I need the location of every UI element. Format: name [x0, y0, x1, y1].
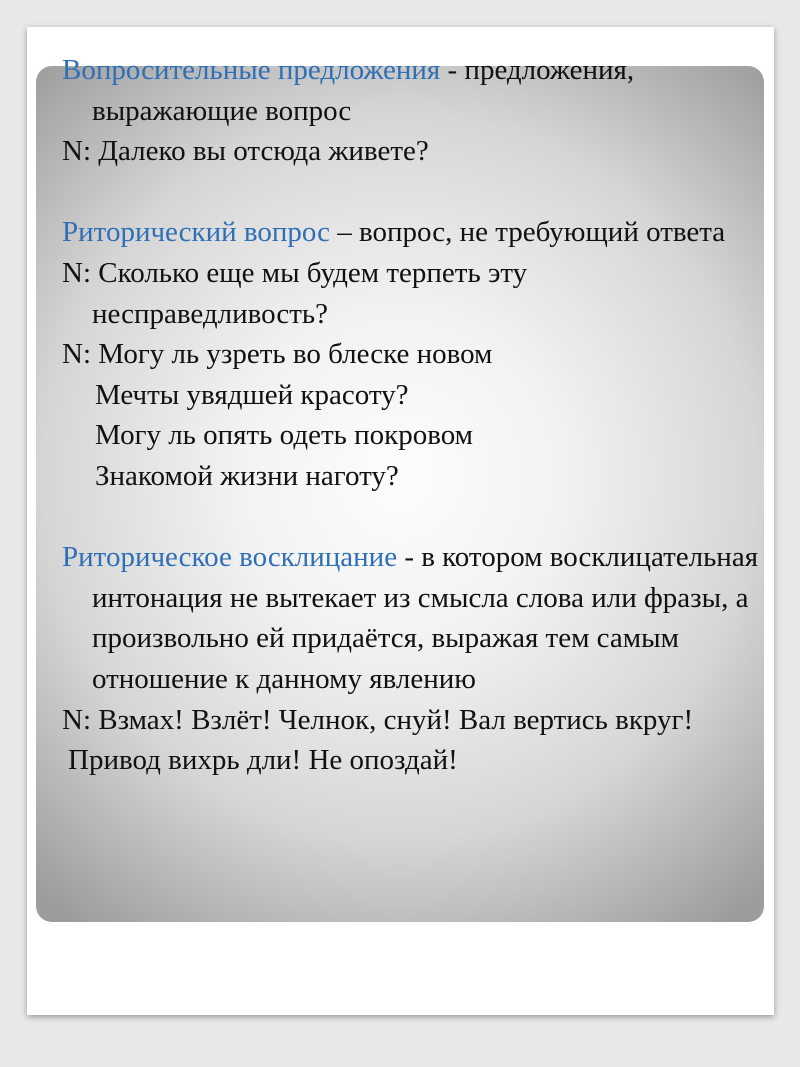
term-rhetorical-exclamation: Риторическое восклицание [62, 541, 398, 574]
spacer [62, 172, 762, 213]
term-interrogative: Вопросительные предложения [62, 54, 441, 86]
example-rhetorical-question-2: N: Могу ль узреть во блеске новом [62, 338, 493, 371]
definition-interrogative [62, 50, 762, 131]
definition-text: - предложения, выражающие вопрос [92, 54, 635, 127]
spacer [62, 497, 762, 538]
example-rhetorical-exclamation: N: Взмах! Взлёт! Челнок, снуй! Вал вертись вкруг! [62, 703, 694, 736]
definition-text: – вопрос, не требующий ответа [330, 216, 726, 249]
definition-rhetorical-exclamation [62, 537, 762, 699]
term-rhetorical-question: Риторический вопрос [62, 216, 330, 249]
example-rhetorical-question-1: N: Сколько еще мы будем терпеть эту несправедливость? [62, 256, 528, 330]
definition-text: - в котором восклицательная интонация не вытекает из смысла слова или фразы, а произвольно ей придаётся, выражая тем самым отношение к данному явлению [92, 541, 759, 695]
verse-line: Знакомой жизни наготу? [95, 459, 399, 492]
example-rhetorical-exclamation-line2: Привод вихрь дли! Не опоздай! [68, 744, 458, 777]
definition-rhetorical-question [62, 212, 762, 253]
verse-line: Могу ль опять одеть покровом [95, 419, 474, 452]
verse-line: Мечты увядшей красоту? [95, 378, 409, 411]
example-interrogative: N: Далеко вы отсюда живете? [62, 135, 429, 168]
slide-text [62, 50, 762, 781]
